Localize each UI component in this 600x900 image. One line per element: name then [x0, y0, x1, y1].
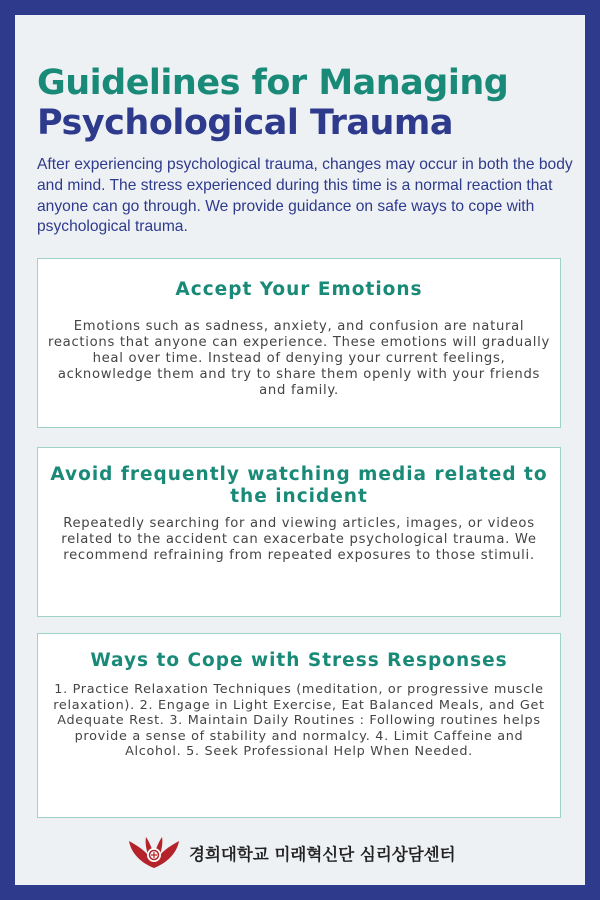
section-card-stress-responses: [37, 633, 561, 818]
section-body: Repeatedly searching for and viewing articles, images, or videos related to the accident can exacerbate psychological trauma. We recommend refraining from repeated exposures to those stimuli.: [61, 516, 537, 563]
page-title: [37, 63, 577, 143]
section-heading: Avoid frequently watching media related to the incident: [50, 464, 548, 507]
section-card-avoid-media: [37, 447, 561, 617]
section-heading: Ways to Cope with Stress Responses: [90, 650, 508, 671]
section-heading: Accept Your Emotions: [175, 279, 423, 300]
section-body: Emotions such as sadness, anxiety, and confusion are natural reactions that anyone can experience. These emotions will gradually heal over time. Instead of denying your current feelings, acknowledge them and try to share them openly with your friends and family.: [48, 319, 550, 398]
intro-paragraph: After experiencing psychological trauma, changes may occur in both the body and mind. The stress experienced during this time is a normal reaction that anyone can go through. We provide guidance on safe ways to cope with psychological trauma.: [37, 156, 573, 236]
poster: [15, 15, 585, 885]
section-card-accept-emotions: [37, 258, 561, 428]
footer: [127, 835, 456, 871]
title-line-2: Psychological Trauma: [37, 103, 453, 143]
section-body: 1. Practice Relaxation Techniques (meditation, or progressive muscle relaxation). 2. Engage in Light Exercise, Eat Balanced Meals, and Get Adequate Rest. 3. Maintain Daily Routines : Following routines helps provide a sense of stability and normalcy. 4. Limit Caffeine and Alcohol. 5. Seek Professional Help When Needed.: [53, 682, 545, 759]
organization-name: 경희대학교 미래혁신단 심리상담센터: [189, 845, 456, 864]
title-line-1: Guidelines for Managing: [37, 63, 509, 103]
university-emblem-icon: [127, 835, 181, 871]
